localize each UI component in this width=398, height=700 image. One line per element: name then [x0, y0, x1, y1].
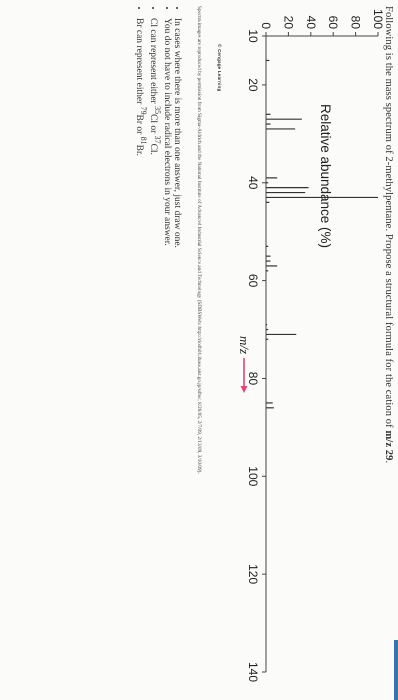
question-mz: m/z 29 [383, 430, 394, 461]
x-tick-label: 60 [246, 273, 260, 288]
x-tick-label: 120 [246, 564, 260, 585]
notes-list [134, 8, 182, 418]
x-axis-arrowhead [241, 386, 248, 393]
x-tick-label: 140 [246, 661, 260, 683]
y-tick-label: 20 [281, 15, 296, 29]
y-tick-label: 80 [348, 15, 363, 29]
note-item: • You do not have to include radical electrons in your answer. [162, 18, 172, 418]
y-tick-label: 60 [326, 15, 341, 29]
y-tick-label: 0 [259, 22, 273, 29]
x-axis-label: m/z [237, 336, 252, 355]
y-tick-label: 40 [303, 15, 318, 29]
x-tick-label: 40 [246, 176, 260, 190]
source-text: Spectra images are reproduced by permission from Sigma-Aldrich and the National Institute of Advanced Industrial Science and Technology (SDBSWeb: http://riodb01.ibase.aist.go.jp/sdbs/, 8/26/05, 2/7/09, 2/13/09, 3/10/09). [196, 6, 202, 474]
x-tick-label: 80 [246, 371, 260, 386]
y-axis-label: Relative abundance (%) [318, 103, 333, 249]
credit-text: © Cengage Learning [217, 44, 222, 92]
question-suffix: . [383, 460, 394, 464]
x-tick-label: 10 [246, 29, 260, 43]
question-prefix: Following is the mass spectrum of 2-methylpentane. Propose a structural formula for the cation of [383, 6, 394, 431]
note-item: • Br can represent either $^{79}$Br or $^{81}$Br. [134, 18, 148, 418]
y-tick-label: 100 [371, 8, 385, 29]
x-tick-label: 20 [246, 78, 260, 92]
note-item: • Cl can represent either $^{35}$Cl or $^{37}$Cl. [148, 18, 162, 418]
note-item: • In cases where there is more than one answer, just draw one. [172, 18, 182, 418]
mass-spectrum-chart [218, 0, 398, 700]
x-tick-label: 100 [246, 466, 260, 487]
